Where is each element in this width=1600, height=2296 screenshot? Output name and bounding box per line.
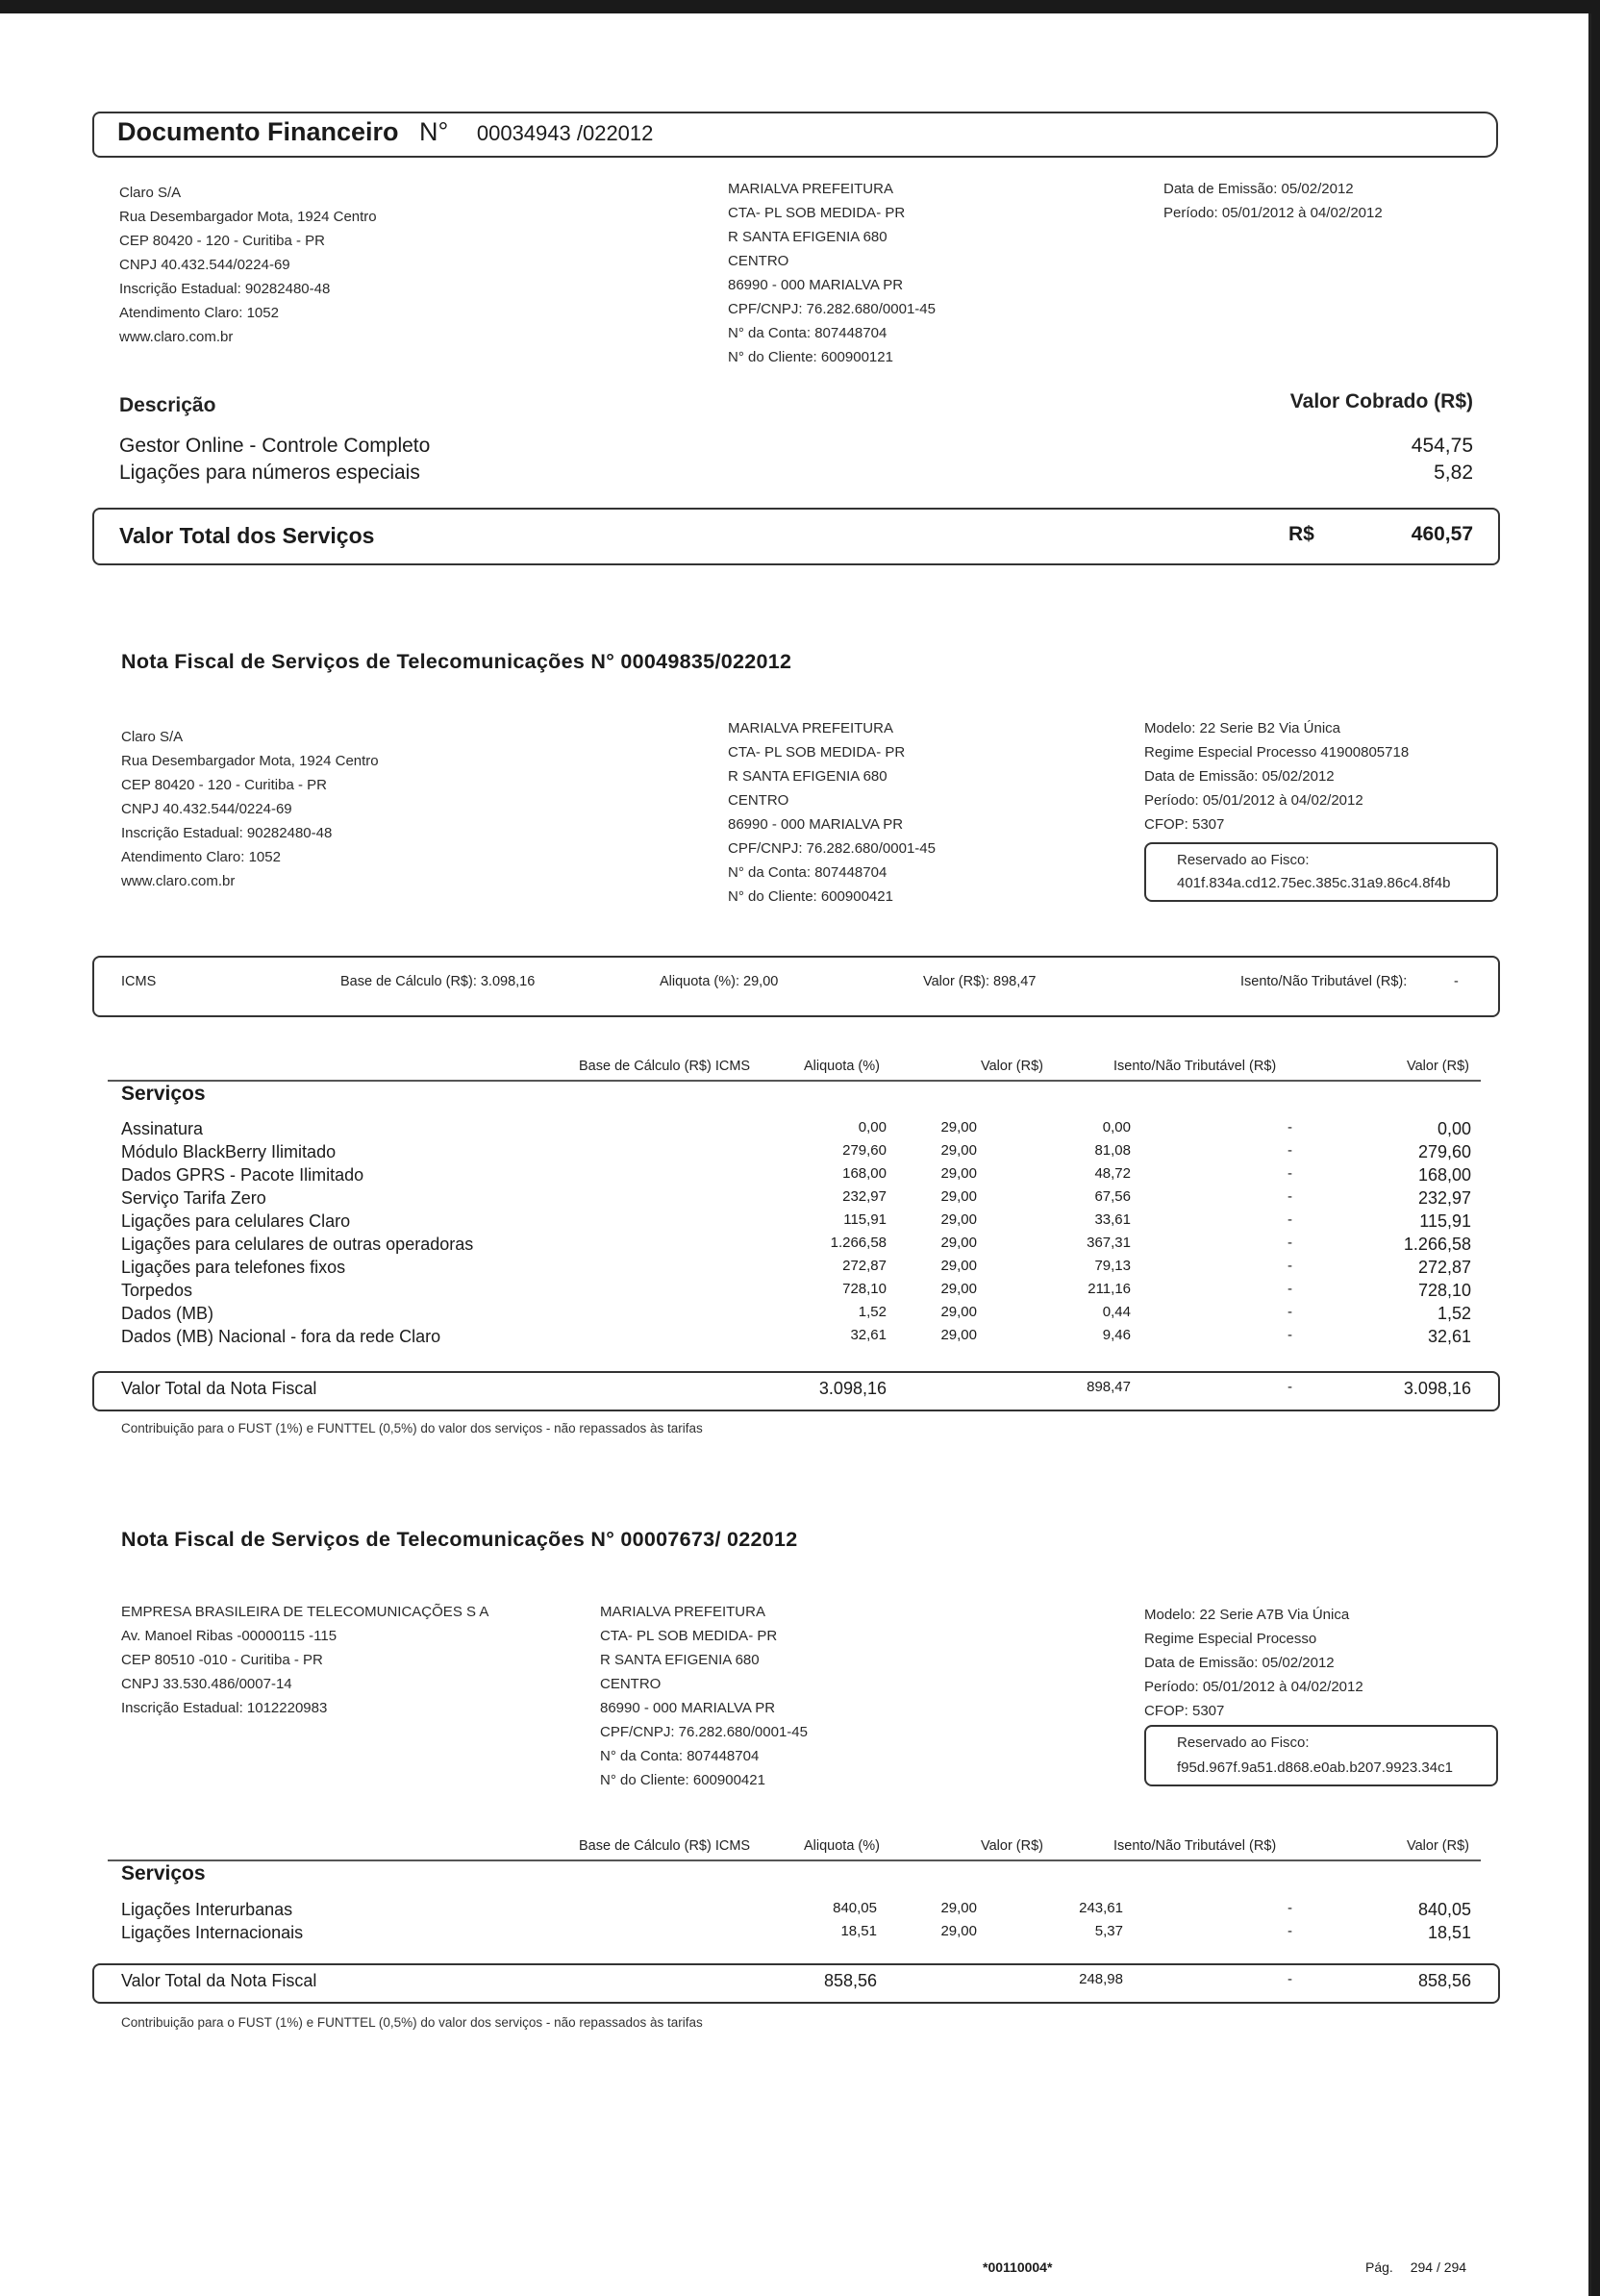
service-name: Módulo BlackBerry Ilimitado <box>121 1142 337 1161</box>
table-header-rule <box>108 1080 1481 1082</box>
nf2-services-table <box>121 1900 1471 1948</box>
base-value: 115,91 <box>843 1211 887 1228</box>
service-name: Serviço Tarifa Zero <box>121 1188 266 1208</box>
financial-doc-number-label: N° <box>419 117 449 146</box>
total-value: 115,91 <box>1419 1211 1471 1231</box>
isento-value: - <box>1288 1235 1292 1251</box>
icms-value: 0,00 <box>1102 1119 1131 1136</box>
table-row <box>121 1119 1471 1142</box>
service-name: Assinatura <box>121 1119 204 1138</box>
total-value: 840,05 <box>1417 1900 1471 1919</box>
icms-label: ICMS <box>121 974 157 989</box>
services-section-label: Serviços <box>121 1083 206 1105</box>
icms-value: 367,31 <box>1087 1235 1131 1251</box>
table-row <box>121 1188 1471 1211</box>
charge-item <box>119 462 1473 485</box>
services-total-currency: R$ <box>1288 523 1314 545</box>
financial-doc-customer <box>728 177 936 369</box>
issuer-line: Rua Desembargador Mota, 1924 Centro <box>119 209 377 225</box>
isento-value: - <box>1288 1211 1292 1228</box>
issuer-line: www.claro.com.br <box>119 329 234 345</box>
nf1-title: Nota Fiscal de Serviços de Telecomunicações N° 00049835/022012 <box>121 650 792 673</box>
service-name: Ligações para telefones fixos <box>121 1258 346 1277</box>
aliquota-value: 29,00 <box>940 1211 977 1228</box>
customer-line: CTA- PL SOB MEDIDA- PR <box>728 205 906 221</box>
nf1-issuer <box>121 725 379 893</box>
nf1-customer <box>728 716 936 909</box>
cfop-line: CFOP: 5307 <box>1144 816 1225 833</box>
icms-value: 67,56 <box>1094 1188 1131 1205</box>
service-name: Dados (MB) Nacional - fora da rede Claro <box>121 1327 441 1346</box>
customer-line: N° do Cliente: 600900421 <box>600 1772 765 1788</box>
service-name: Ligações Interurbanas <box>121 1900 293 1919</box>
customer-line: N° do Cliente: 600900121 <box>728 349 893 365</box>
total-value: 272,87 <box>1417 1258 1471 1277</box>
issue-date: Data de Emissão: 05/02/2012 <box>1163 181 1354 197</box>
total-value: 32,61 <box>1427 1327 1471 1346</box>
charge-desc: Gestor Online - Controle Completo <box>119 435 431 457</box>
base-value: 840,05 <box>833 1900 877 1916</box>
services-total-value: 460,57 <box>1411 523 1473 545</box>
charge-value: 454,75 <box>1411 435 1473 457</box>
customer-line: 86990 - 000 MARIALVA PR <box>728 816 904 833</box>
service-name: Ligações para celulares Claro <box>121 1211 351 1231</box>
service-name: Dados GPRS - Pacote Ilimitado <box>121 1165 364 1185</box>
isento-value: - <box>1288 1165 1292 1182</box>
total-value: 18,51 <box>1427 1923 1471 1942</box>
base-value: 272,87 <box>842 1258 887 1274</box>
services-section-label: Serviços <box>121 1862 206 1884</box>
customer-line: 86990 - 000 MARIALVA PR <box>728 277 904 293</box>
services-total-label: Valor Total dos Serviços <box>119 523 375 548</box>
col-valor-total: Valor (R$) <box>1407 1059 1469 1074</box>
icms-value: 243,61 <box>1079 1900 1123 1916</box>
billing-period: Período: 05/01/2012 à 04/02/2012 <box>1144 1679 1363 1695</box>
regime-line: Regime Especial Processo <box>1144 1631 1317 1647</box>
customer-line: R SANTA EFIGENIA 680 <box>728 768 888 785</box>
aliquota-value: 29,00 <box>940 1142 977 1159</box>
model-line: Modelo: 22 Serie B2 Via Única <box>1144 720 1341 736</box>
total-value: 0,00 <box>1437 1119 1471 1138</box>
fisco-label: Reservado ao Fisco: <box>1177 1734 1310 1751</box>
icms-value: 211,16 <box>1088 1281 1131 1297</box>
page-label: Pág. <box>1365 2259 1393 2275</box>
model-line: Modelo: 22 Serie A7B Via Única <box>1144 1607 1350 1623</box>
isento-value: - <box>1288 1304 1292 1320</box>
table-row <box>121 1258 1471 1281</box>
financial-doc-title: Documento Financeiro <box>117 117 399 146</box>
col-base-calculo: Base de Cálculo (R$) ICMS <box>579 1059 751 1074</box>
col-aliquota: Aliquota (%) <box>804 1059 880 1074</box>
base-value: 168,00 <box>842 1165 887 1182</box>
nf1-services-table <box>121 1119 1471 1350</box>
isento-value: - <box>1288 1281 1292 1297</box>
issuer-line: Inscrição Estadual: 1012220983 <box>121 1700 328 1716</box>
aliquota-value: 29,00 <box>940 1304 977 1320</box>
fisco-code: 401f.834a.cd12.75ec.385c.31a9.86c4.8f4b <box>1177 875 1451 891</box>
total-isento: - <box>1288 1379 1292 1395</box>
base-value: 32,61 <box>850 1327 887 1343</box>
issuer-line: www.claro.com.br <box>121 873 236 889</box>
value-charged-header: Valor Cobrado (R$) <box>1289 390 1473 412</box>
customer-line: CENTRO <box>728 792 789 809</box>
service-name: Torpedos <box>121 1281 193 1300</box>
issuer-line: Inscrição Estadual: 90282480-48 <box>121 825 333 841</box>
isento-value: - <box>1288 1142 1292 1159</box>
base-value: 279,60 <box>842 1142 887 1159</box>
billing-period: Período: 05/01/2012 à 04/02/2012 <box>1163 205 1383 221</box>
aliquota-value: 29,00 <box>940 1258 977 1274</box>
table-row <box>121 1281 1471 1304</box>
nf2-footnote: Contribuição para o FUST (1%) e FUNTTEL (0,5%) do valor dos serviços - não repassados às tarifas <box>121 2015 703 2030</box>
icms-value: 81,08 <box>1094 1142 1131 1159</box>
charge-item <box>119 435 1473 458</box>
issuer-line: Inscrição Estadual: 90282480-48 <box>119 281 331 297</box>
nf2-fisco-box <box>1144 1725 1498 1786</box>
icms-valor: Valor (R$): 898,47 <box>923 974 1037 989</box>
icms-value: 79,13 <box>1094 1258 1131 1274</box>
icms-value: 9,46 <box>1102 1327 1131 1343</box>
icms-value: 33,61 <box>1094 1211 1131 1228</box>
customer-line: R SANTA EFIGENIA 680 <box>728 229 888 245</box>
isento-value: - <box>1288 1900 1292 1916</box>
customer-line: 86990 - 000 MARIALVA PR <box>600 1700 776 1716</box>
total-value: 1.266,58 <box>1403 1235 1471 1254</box>
cfop-line: CFOP: 5307 <box>1144 1703 1225 1719</box>
issue-date: Data de Emissão: 05/02/2012 <box>1144 1655 1335 1671</box>
col-isento: Isento/Não Tributável (R$) <box>1113 1838 1277 1854</box>
icms-value: 48,72 <box>1094 1165 1131 1182</box>
financial-doc-issuer <box>119 181 377 349</box>
page-number: 294 / 294 <box>1410 2259 1467 2275</box>
aliquota-value: 29,00 <box>940 1281 977 1297</box>
total-value: 168,00 <box>1417 1165 1471 1185</box>
total-icms: 248,98 <box>1079 1971 1123 1987</box>
barcode-text: *00110004* <box>983 2259 1053 2275</box>
isento-value: - <box>1288 1258 1292 1274</box>
invoice-page <box>0 13 1591 2296</box>
issue-date: Data de Emissão: 05/02/2012 <box>1144 768 1335 785</box>
base-value: 1,52 <box>858 1304 887 1320</box>
issuer-line: Av. Manoel Ribas -00000115 -115 <box>121 1628 338 1644</box>
nf1-footnote: Contribuição para o FUST (1%) e FUNTTEL (0,5%) do valor dos serviços - não repassados às tarifas <box>121 1421 703 1435</box>
issuer-line: Rua Desembargador Mota, 1924 Centro <box>121 753 379 769</box>
customer-line: N° da Conta: 807448704 <box>728 325 888 341</box>
total-value: 858,56 <box>1417 1971 1471 1990</box>
customer-line: N° da Conta: 807448704 <box>600 1748 760 1764</box>
aliquota-value: 29,00 <box>940 1119 977 1136</box>
nf1-meta <box>1144 716 1409 836</box>
nf2-issuer <box>121 1600 488 1720</box>
base-value: 232,97 <box>842 1188 887 1205</box>
customer-line: MARIALVA PREFEITURA <box>728 720 893 736</box>
issuer-line: CEP 80420 - 120 - Curitiba - PR <box>119 233 325 249</box>
financial-doc-meta <box>1163 177 1383 225</box>
isento-value: - <box>1288 1119 1292 1136</box>
fisco-code: f95d.967f.9a51.d868.e0ab.b207.9923.34c1 <box>1177 1759 1453 1776</box>
nf1-total-row <box>121 1379 1471 1402</box>
customer-line: CTA- PL SOB MEDIDA- PR <box>728 744 906 761</box>
customer-line: MARIALVA PREFEITURA <box>728 181 893 197</box>
charge-value: 5,82 <box>1434 462 1473 484</box>
issuer-line: CNPJ 33.530.486/0007-14 <box>121 1676 292 1692</box>
issuer-line: CNPJ 40.432.544/0224-69 <box>121 801 292 817</box>
customer-line: MARIALVA PREFEITURA <box>600 1604 765 1620</box>
table-header-rule <box>108 1859 1481 1861</box>
table-row <box>121 1211 1471 1235</box>
isento-value: - <box>1288 1327 1292 1343</box>
aliquota-value: 29,00 <box>940 1235 977 1251</box>
total-value: 1,52 <box>1437 1304 1471 1323</box>
aliquota-value: 29,00 <box>940 1165 977 1182</box>
issuer-line: Claro S/A <box>119 185 182 201</box>
service-name: Ligações Internacionais <box>121 1923 304 1942</box>
description-header: Descrição <box>119 394 216 416</box>
customer-line: CENTRO <box>728 253 789 269</box>
col-isento: Isento/Não Tributável (R$) <box>1113 1059 1277 1074</box>
service-name: Ligações para celulares de outras operadoras <box>121 1235 474 1254</box>
total-base: 858,56 <box>823 1971 877 1990</box>
base-value: 728,10 <box>842 1281 887 1297</box>
charge-desc: Ligações para números especiais <box>119 462 420 484</box>
icms-isento-value: - <box>1454 974 1459 989</box>
nf2-title: Nota Fiscal de Serviços de Telecomunicações N° 00007673/ 022012 <box>121 1528 798 1551</box>
isento-value: - <box>1288 1188 1292 1205</box>
page-indicator <box>1365 2259 1466 2275</box>
issuer-line: CNPJ 40.432.544/0224-69 <box>119 257 290 273</box>
total-label: Valor Total da Nota Fiscal <box>121 1379 317 1398</box>
base-value: 0,00 <box>858 1119 887 1136</box>
table-row <box>121 1327 1471 1350</box>
regime-line: Regime Especial Processo 41900805718 <box>1144 744 1410 761</box>
nf2-customer <box>600 1600 808 1792</box>
icms-isento: Isento/Não Tributável (R$): <box>1240 974 1408 989</box>
table-row <box>121 1235 1471 1258</box>
table-row <box>121 1900 1471 1923</box>
icms-value: 5,37 <box>1094 1923 1123 1939</box>
total-value: 279,60 <box>1417 1142 1471 1161</box>
issuer-line: Claro S/A <box>121 729 184 745</box>
customer-line: N° da Conta: 807448704 <box>728 864 888 881</box>
total-icms: 898,47 <box>1087 1379 1131 1395</box>
icms-base: Base de Cálculo (R$): 3.098,16 <box>340 974 536 989</box>
total-value: 728,10 <box>1417 1281 1471 1300</box>
table-row <box>121 1165 1471 1188</box>
issuer-line: EMPRESA BRASILEIRA DE TELECOMUNICAÇÕES S A <box>121 1604 489 1620</box>
icms-value: 0,44 <box>1102 1304 1131 1320</box>
table-row <box>121 1304 1471 1327</box>
nf2-total-row <box>121 1971 1471 1994</box>
customer-line: CTA- PL SOB MEDIDA- PR <box>600 1628 778 1644</box>
isento-value: - <box>1288 1923 1292 1939</box>
col-base-calculo: Base de Cálculo (R$) ICMS <box>579 1838 751 1854</box>
aliquota-value: 29,00 <box>940 1327 977 1343</box>
fisco-label: Reservado ao Fisco: <box>1177 852 1310 868</box>
financial-doc-number: 00034943 /022012 <box>476 121 654 145</box>
issuer-line: CEP 80420 - 120 - Curitiba - PR <box>121 777 327 793</box>
customer-line: CPF/CNPJ: 76.282.680/0001-45 <box>600 1724 808 1740</box>
customer-line: R SANTA EFIGENIA 680 <box>600 1652 760 1668</box>
table-row <box>121 1923 1471 1946</box>
table-row <box>121 1142 1471 1165</box>
nf1-fisco-box <box>1144 842 1498 902</box>
col-aliquota: Aliquota (%) <box>804 1838 880 1854</box>
customer-line: CPF/CNPJ: 76.282.680/0001-45 <box>728 301 936 317</box>
customer-line: CPF/CNPJ: 76.282.680/0001-45 <box>728 840 936 857</box>
total-base: 3.098,16 <box>818 1379 887 1398</box>
customer-line: N° do Cliente: 600900421 <box>728 888 893 905</box>
total-isento: - <box>1288 1971 1292 1987</box>
issuer-line: Atendimento Claro: 1052 <box>121 849 281 865</box>
aliquota-value: 29,00 <box>940 1900 977 1916</box>
nf2-meta <box>1144 1603 1363 1723</box>
total-label: Valor Total da Nota Fiscal <box>121 1971 317 1990</box>
service-name: Dados (MB) <box>121 1304 214 1323</box>
base-value: 1.266,58 <box>830 1235 887 1251</box>
total-value: 232,97 <box>1417 1188 1471 1208</box>
base-value: 18,51 <box>840 1923 877 1939</box>
issuer-line: CEP 80510 -010 - Curitiba - PR <box>121 1652 323 1668</box>
issuer-line: Atendimento Claro: 1052 <box>119 305 279 321</box>
billing-period: Período: 05/01/2012 à 04/02/2012 <box>1144 792 1363 809</box>
col-valor-total: Valor (R$) <box>1407 1838 1469 1854</box>
icms-aliquota: Aliquota (%): 29,00 <box>660 974 779 989</box>
customer-line: CENTRO <box>600 1676 662 1692</box>
aliquota-value: 29,00 <box>940 1188 977 1205</box>
col-valor: Valor (R$) <box>981 1838 1043 1854</box>
total-value: 3.098,16 <box>1403 1379 1471 1398</box>
aliquota-value: 29,00 <box>940 1923 977 1939</box>
col-valor: Valor (R$) <box>981 1059 1043 1074</box>
